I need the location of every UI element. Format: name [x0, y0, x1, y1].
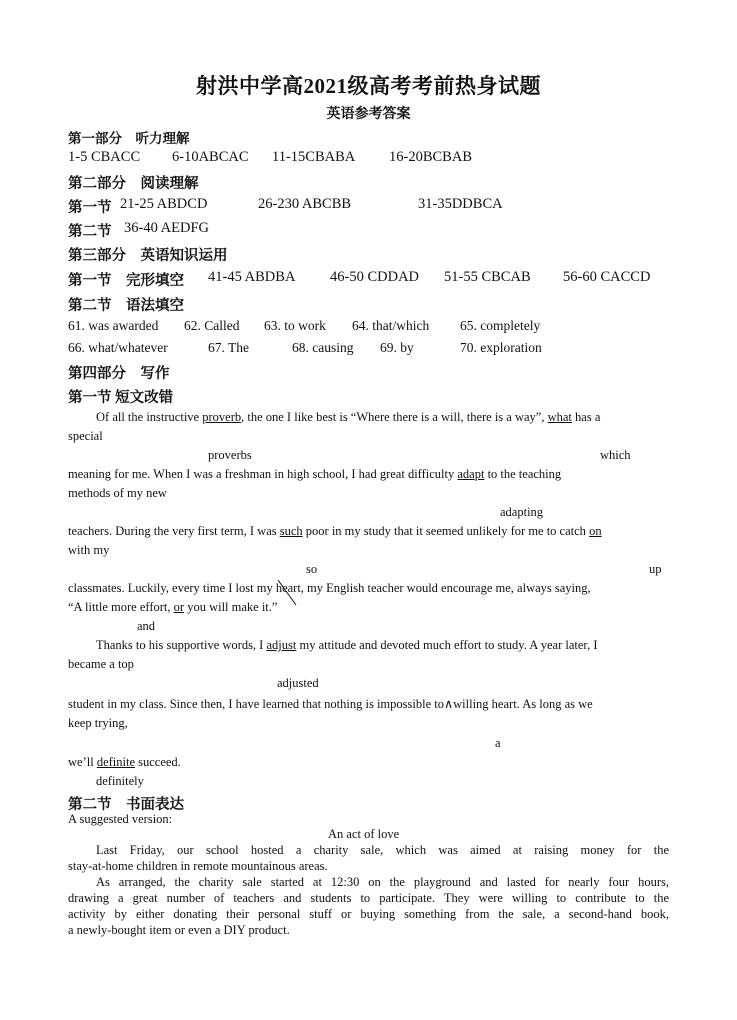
part4-section1-label: 第一节 短文改错: [68, 390, 174, 406]
essay-title: An act of love: [328, 827, 400, 841]
essay-p2-line-4: a newly-bought item or even a DIY product.: [68, 923, 290, 937]
error-word-adapt: adapt: [457, 467, 485, 481]
correction-line-5-wrap: became a top: [68, 657, 134, 671]
correction-line-1-wrap: special: [68, 429, 103, 443]
part2-heading: 第二部分 阅读理解: [68, 176, 199, 192]
grammar-answer-70: 70. exploration: [460, 340, 542, 355]
grammar-answer-62: 62. Called: [184, 318, 240, 333]
error-word-such: such: [279, 524, 303, 538]
part2-section1-answer-3: 31-35DDBCA: [418, 196, 503, 212]
grammar-answer-65: 65. completely: [460, 318, 541, 333]
correction-line-2: meaning for me. When I was a freshman in high school, I had great difficulty adapt to the teaching: [68, 467, 562, 481]
grammar-answer-64: 64. that/which: [352, 318, 430, 333]
part1-answer-1: 1-5 CBACC: [68, 149, 141, 165]
correction-line-6-wrap: keep trying,: [68, 716, 128, 730]
grammar-answer-66: 66. what/whatever: [68, 340, 168, 355]
error-word-definite: definite: [96, 755, 135, 769]
insert-caret-mark: ∧: [443, 697, 454, 711]
essay-p1-line-2: stay-at-home children in remote mountainous areas.: [68, 859, 328, 873]
correction-line-7: we’ll definite succeed.: [68, 755, 181, 769]
part3-section1-answer-1: 41-45 ABDBA: [208, 269, 296, 285]
correction-line-3-wrap: with my: [68, 543, 110, 557]
error-word-on: on: [589, 524, 602, 538]
correction-line-6: student in my class. Since then, I have learned that nothing is impossible to∧willing heart. As long as we: [68, 697, 593, 711]
essay-p2-line-3: activity by either donating their personal stuff or buying something from the sale, a second-hand book,: [68, 907, 669, 921]
correction-line-4-wrap: “A little more effort, or you will make it.”: [68, 600, 278, 614]
grammar-answer-61: 61. was awarded: [68, 318, 159, 333]
error-word-adjust: adjust: [266, 638, 297, 652]
correction-answer-adapting: adapting: [500, 505, 544, 519]
correction-answer-and: and: [137, 619, 156, 633]
correction-answer-a: a: [495, 736, 501, 750]
correction-answer-adjusted: adjusted: [277, 676, 319, 690]
correction-line-5: Thanks to his supportive words, I adjust my attitude and devoted much effort to study. A year later, I: [96, 638, 598, 652]
correction-answer-definitely: definitely: [96, 774, 144, 788]
delete-slash-mark: [276, 578, 300, 608]
error-word-proverb: proverb: [202, 410, 242, 424]
grammar-answer-69: 69. by: [380, 340, 414, 355]
correction-line-4: classmates. Luckily, every time I lost my heart, my English teacher would encourage me, always saying,: [68, 581, 591, 595]
part2-section2-label: 第二节: [68, 224, 112, 240]
part3-section1-answer-4: 56-60 CACCD: [563, 269, 651, 285]
correction-line-3: teachers. During the very first term, I was such poor in my study that it seemed unlikely for me to catch on: [68, 524, 602, 538]
part1-heading: 第一部分 听力理解: [68, 131, 190, 146]
page-subtitle: 英语参考答案: [326, 107, 411, 122]
part1-answer-3: 11-15CBABA: [272, 149, 356, 165]
correction-answer-proverbs: proverbs: [208, 448, 252, 462]
essay-p1-line-1: Last Friday, our school hosted a charity sale, which was aimed at raising money for the: [96, 843, 669, 857]
part3-heading: 第三部分 英语知识运用: [68, 248, 228, 264]
grammar-answer-63: 63. to work: [264, 318, 326, 333]
error-word-what: what: [547, 410, 572, 424]
part2-section1-label: 第一节: [68, 200, 112, 216]
essay-p2-line-1: As arranged, the charity sale started at 12:30 on the playground and lasted for nearly four hours,: [96, 875, 669, 889]
part3-section2-label: 第二节 语法填空: [68, 298, 184, 314]
part2-section1-answer-2: 26-230 ABCBB: [258, 196, 352, 212]
correction-answer-so: so: [306, 562, 318, 576]
correction-line-2-wrap: methods of my new: [68, 486, 167, 500]
correction-line-1: Of all the instructive proverb, the one I like best is “Where there is a will, there is a way”, what has a: [96, 410, 601, 424]
correction-answer-which: which: [600, 448, 631, 462]
grammar-answer-67: 67. The: [208, 340, 249, 355]
essay-p2-line-2: drawing a great number of teachers and students to participate. They were willing to contribute to the: [68, 891, 669, 905]
part1-answer-4: 16-20BCBAB: [389, 149, 472, 165]
part3-section1-answer-3: 51-55 CBCAB: [444, 269, 531, 285]
correction-answer-up: up: [649, 562, 662, 576]
part2-section1-answer-1: 21-25 ABDCD: [120, 196, 208, 212]
page-title: 射洪中学高2021级高考考前热身试题: [196, 74, 541, 98]
part2-section2-answer-1: 36-40 AEDFG: [124, 220, 209, 236]
grammar-answer-68: 68. causing: [292, 340, 354, 355]
part4-section2-label: 第二节 书面表达: [68, 797, 184, 813]
part1-answer-2: 6-10ABCAC: [172, 149, 249, 165]
error-word-or: or: [173, 600, 185, 614]
part3-section1-label: 第一节 完形填空: [68, 273, 184, 289]
part3-section1-answer-2: 46-50 CDDAD: [330, 269, 420, 285]
part4-heading: 第四部分 写作: [68, 366, 170, 382]
essay-intro: A suggested version:: [68, 812, 173, 826]
